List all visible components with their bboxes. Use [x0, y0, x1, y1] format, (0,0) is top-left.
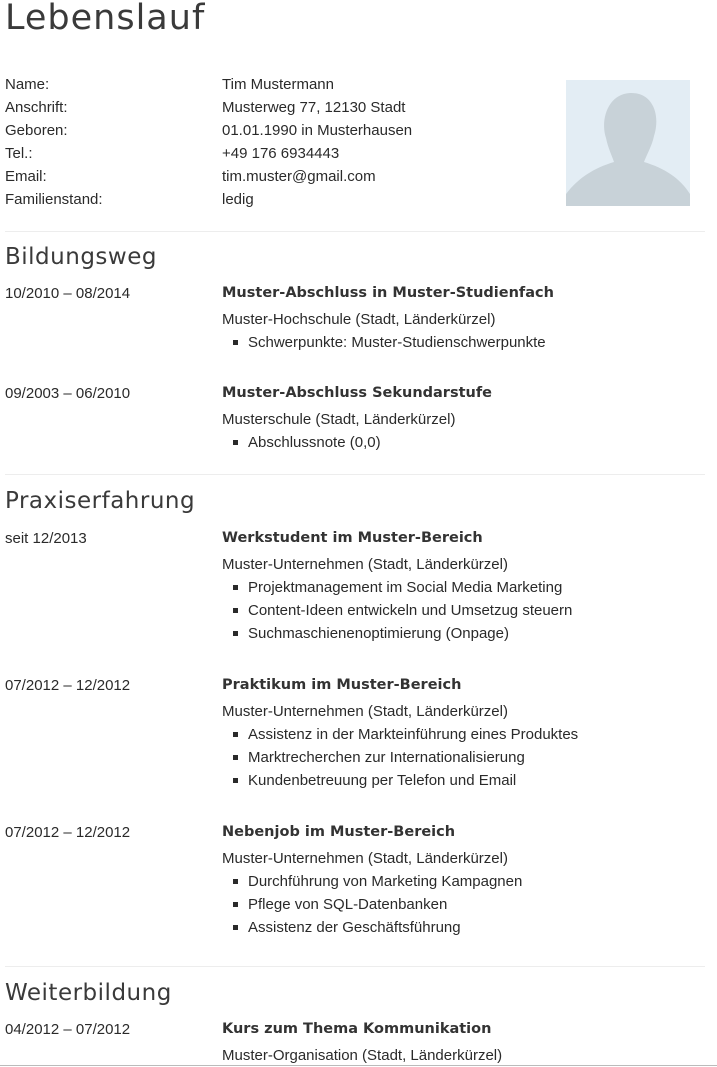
personal-row-address — [0, 99, 560, 122]
list-item: Suchmaschienenoptimierung (Onpage) — [222, 625, 572, 648]
personal-row-marital — [0, 191, 560, 214]
list-item: Abschlussnote (0,0) — [222, 434, 381, 457]
entry-bullet-list — [222, 434, 381, 457]
entry-date: 04/2012 – 07/2012 — [5, 1021, 131, 1038]
page-bottom-edge — [0, 1065, 717, 1066]
list-item: Durchführung von Marketing Kampagnen — [222, 873, 522, 896]
list-item: Pflege von SQL-Datenbanken — [222, 896, 522, 919]
entry-date: seit 12/2013 — [5, 530, 87, 547]
list-item: Marktrecherchen zur Internationalisierung — [222, 749, 578, 772]
phone-label: Tel.: — [5, 145, 33, 162]
list-item: Kundenbetreuung per Telefon und Email — [222, 772, 578, 795]
list-item: Assistenz in der Markteinführung eines Produktes — [222, 726, 578, 749]
entry-date: 09/2003 – 06/2010 — [5, 385, 131, 402]
entry-organization: Muster-Organisation (Stadt, Länderkürzel) — [222, 1047, 503, 1064]
address-label: Anschrift: — [5, 99, 68, 116]
entry-title: Muster-Abschluss Sekundarstufe — [222, 385, 492, 401]
section-title-education: Bildungsweg — [5, 244, 157, 270]
entry-date: 07/2012 – 12/2012 — [5, 824, 131, 841]
person-silhouette-icon — [566, 80, 690, 206]
entry-date: 07/2012 – 12/2012 — [5, 677, 131, 694]
birth-value: 01.01.1990 in Musterhausen — [222, 122, 413, 139]
entry-bullet-list — [222, 873, 522, 942]
profile-photo — [566, 80, 690, 206]
entry-organization: Muster-Unternehmen (Stadt, Länderkürzel) — [222, 556, 508, 573]
entry-title: Nebenjob im Muster-Bereich — [222, 824, 456, 840]
entry-title: Kurs zum Thema Kommunikation — [222, 1021, 492, 1037]
name-value: Tim Mustermann — [222, 76, 334, 93]
entry-bullet-list — [222, 334, 546, 357]
address-value: Musterweg 77, 12130 Stadt — [222, 99, 406, 116]
phone-value: +49 176 6934443 — [222, 145, 340, 162]
section-title-experience: Praxiserfahrung — [5, 488, 196, 514]
page-title: Lebenslauf — [5, 0, 206, 38]
personal-row-email — [0, 168, 560, 191]
divider — [5, 231, 705, 232]
list-item: Schwerpunkte: Muster-Studienschwerpunkte — [222, 334, 546, 357]
entry-organization: Muster-Unternehmen (Stadt, Länderkürzel) — [222, 703, 508, 720]
divider — [5, 474, 705, 475]
email-label: Email: — [5, 168, 47, 185]
entry-organization: Muster-Hochschule (Stadt, Länderkürzel) — [222, 311, 496, 328]
entry-title: Praktikum im Muster-Bereich — [222, 677, 462, 693]
marital-value: ledig — [222, 191, 254, 208]
entry-organization: Musterschule (Stadt, Länderkürzel) — [222, 411, 456, 428]
divider — [5, 966, 705, 967]
name-label: Name: — [5, 76, 50, 93]
entry-organization: Muster-Unternehmen (Stadt, Länderkürzel) — [222, 850, 508, 867]
list-item: Projektmanagement im Social Media Marketing — [222, 579, 572, 602]
entry-bullet-list — [222, 726, 578, 795]
entry-bullet-list — [222, 579, 572, 648]
marital-label: Familienstand: — [5, 191, 103, 208]
birth-label: Geboren: — [5, 122, 68, 139]
list-item: Content-Ideen entwickeln und Umsetzug steuern — [222, 602, 572, 625]
list-item: Assistenz der Geschäftsführung — [222, 919, 522, 942]
entry-title: Werkstudent im Muster-Bereich — [222, 530, 483, 546]
entry-date: 10/2010 – 08/2014 — [5, 285, 131, 302]
email-value: tim.muster@gmail.com — [222, 168, 376, 185]
entry-title: Muster-Abschluss in Muster-Studienfach — [222, 285, 554, 301]
personal-row-name — [0, 76, 560, 99]
personal-row-birth — [0, 122, 560, 145]
personal-row-phone — [0, 145, 560, 168]
section-title-further-education: Weiterbildung — [5, 980, 172, 1006]
